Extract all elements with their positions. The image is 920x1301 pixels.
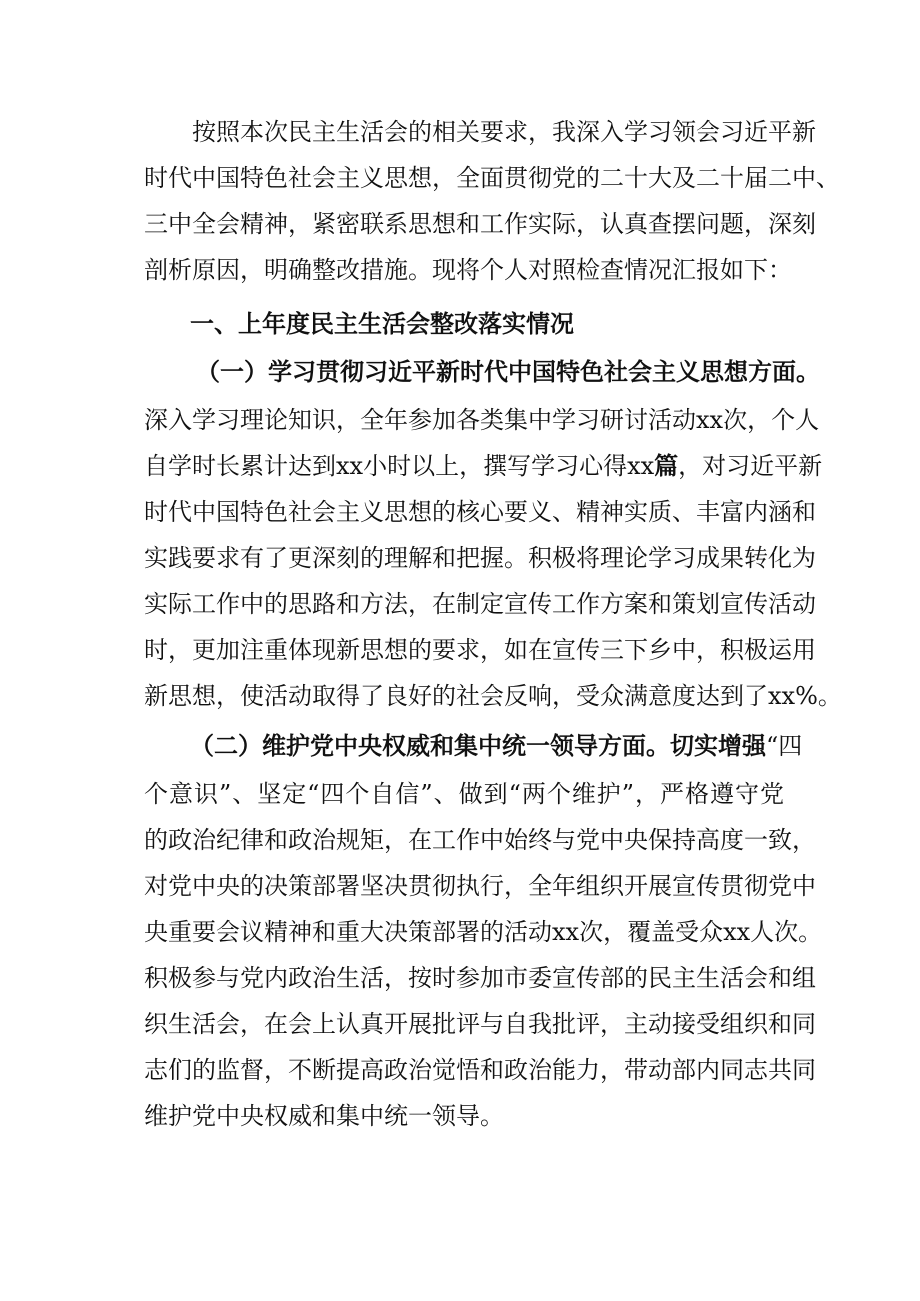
subsection-heading-2	[190, 726, 803, 766]
sub1-line-2	[144, 446, 823, 486]
intro-line-3: 三中全会精神，紧密联系思想和工作实际，认真查摆问题，深刻	[144, 210, 816, 238]
sub2-line-4: 央重要会议精神和重大决策部署的活动xx次，覆盖受众xx人次。	[144, 918, 823, 946]
sub2-line-3: 对党中央的决策部署坚决贯彻执行，全年组织开展宣传贯彻党中	[144, 872, 816, 900]
intro-line-1: 按照本次民主生活会的相关要求，我深入学习领会习近平新	[192, 118, 816, 146]
sub1-line-3: 时代中国特色社会主义思想的核心要义、精神实质、丰富内涵和	[144, 498, 816, 526]
subsection-heading-1: （一）学习贯彻习近平新时代中国特色社会主义思想方面。	[196, 358, 820, 386]
sub2-line-8: 维护党中央权威和集中统一领导。	[144, 1102, 504, 1130]
subsection-heading-2-rest: “四	[766, 732, 803, 760]
sub1-line-6: 时，更加注重体现新思想的要求，如在宣传三下乡中，积极运用	[144, 636, 816, 664]
sub2-line-5: 积极参与党内政治生活，按时参加市委宣传部的民主生活会和组	[144, 964, 816, 992]
sub2-line-6: 织生活会，在会上认真开展批评与自我批评，主动接受组织和同	[144, 1010, 816, 1038]
sub1-line-2-rest: ，对习近平新	[678, 452, 823, 480]
sub1-line-2-bold: 篇	[654, 452, 679, 480]
sub1-line-4: 实践要求有了更深刻的理解和把握。积极将理论学习成果转化为	[144, 544, 816, 572]
sub2-line-2: 的政治纪律和政治规矩，在工作中始终与党中央保持高度一致，	[144, 826, 816, 854]
intro-line-2: 时代中国特色社会主义思想，全面贯彻党的二十大及二十届二中、	[144, 164, 840, 192]
section-heading-1: 一、上年度民主生活会整改落实情况	[190, 310, 574, 338]
subsection-heading-2-text: （二）维护党中央权威和集中统一领导方面。切实增强	[190, 732, 766, 760]
sub1-line-5: 实际工作中的思路和方法，在制定宣传工作方案和策划宣传活动	[144, 590, 816, 618]
sub2-line-1: 个意识”、坚定“四个自信”、做到“两个维护”，严格遵守党	[144, 780, 784, 808]
sub1-line-7: 新思想，使活动取得了良好的社会反响，受众满意度达到了xx%。	[144, 682, 842, 710]
sub2-line-7: 志们的监督，不断提高政治觉悟和政治能力，带动部内同志共同	[144, 1056, 816, 1084]
sub1-line-2-text: 自学时长累计达到xx小时以上，撰写学习心得xx	[144, 452, 655, 480]
intro-line-4: 剖析原因，明确整改措施。现将个人对照检查情况汇报如下：	[144, 256, 792, 284]
sub1-line-1: 深入学习理论知识，全年参加各类集中学习研讨活动xx次，个人	[144, 406, 820, 434]
